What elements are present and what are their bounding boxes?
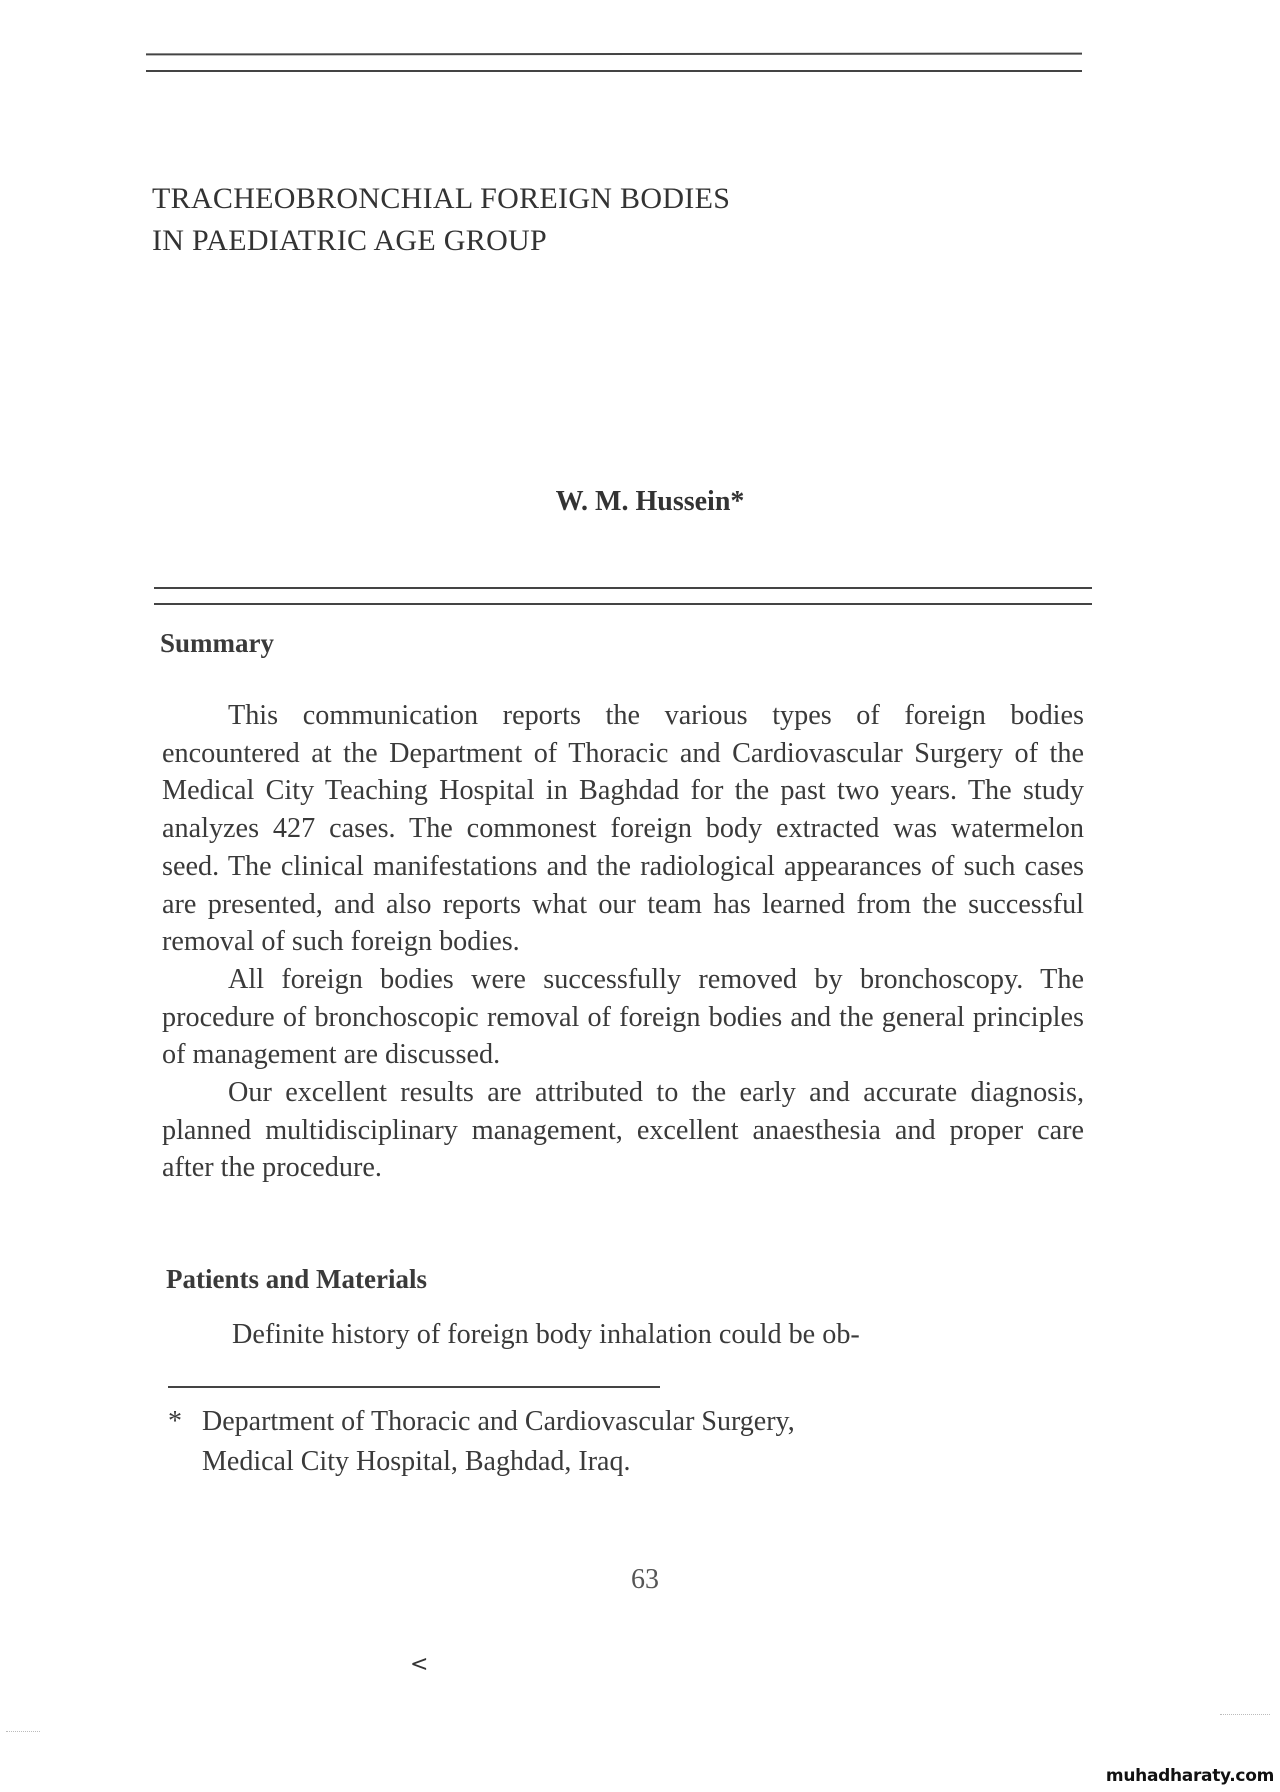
scan-artifact-right xyxy=(1220,1714,1270,1715)
title-line-1: TRACHEOBRONCHIAL FOREIGN BODIES xyxy=(152,182,731,215)
footnote-marker: * xyxy=(168,1406,182,1437)
footnote-rule xyxy=(168,1386,660,1388)
summary-paragraph-3: Our excellent results are attributed to the early and accurate diagnosis, planned multidisciplinary management, excellent anaesthesia and proper care after the procedure. xyxy=(162,1077,1084,1184)
summary-paragraph-2: All foreign bodies were successfully removed by bronchoscopy. The procedure of bronchoscopic removal of foreign bodies and the general principles of management are discussed. xyxy=(162,963,1084,1071)
summary-body xyxy=(162,697,1084,1187)
patients-materials-body xyxy=(166,1316,1086,1354)
patients-paragraph-1: Definite history of foreign body inhalation could be ob- xyxy=(232,1319,860,1350)
footnote-text-2: Medical City Hospital, Baghdad, Iraq. xyxy=(202,1446,631,1477)
summary-heading: Summary xyxy=(160,628,274,658)
footnote-text-1: Department of Thoracic and Cardiovascular Surgery, xyxy=(202,1406,795,1437)
author-rule-1 xyxy=(154,587,1092,589)
footnote-line-1 xyxy=(168,1402,795,1442)
top-rule-1 xyxy=(146,53,1082,56)
affiliation-footnote xyxy=(168,1402,795,1482)
site-watermark: muhadharaty.com xyxy=(1105,1766,1274,1786)
scan-artifact-left xyxy=(6,1731,40,1732)
page-number: 63 xyxy=(631,1564,659,1595)
title-line-2: IN PAEDIATRIC AGE GROUP xyxy=(152,224,547,257)
patients-materials-heading: Patients and Materials xyxy=(166,1264,427,1294)
summary-paragraph-1: This communication reports the various types of foreign bodies encountered at the Department of Thoracic and Cardiovascular Surgery of the Medical City Teaching Hospital in Baghdad for the past two years. The study analyzes 427 cases. The commonest foreign body extracted was watermelon seed. The clinical manifestations and the radiological appearances of such cases are presented, and also reports what our team has learned from the successful removal of such foreign bodies. xyxy=(162,700,1084,958)
top-rule-2 xyxy=(146,70,1082,72)
stray-chevron-mark: < xyxy=(410,1652,429,1677)
author-name: W. M. Hussein* xyxy=(555,486,745,517)
author-rule-2 xyxy=(154,603,1092,605)
paper-title xyxy=(152,178,730,262)
